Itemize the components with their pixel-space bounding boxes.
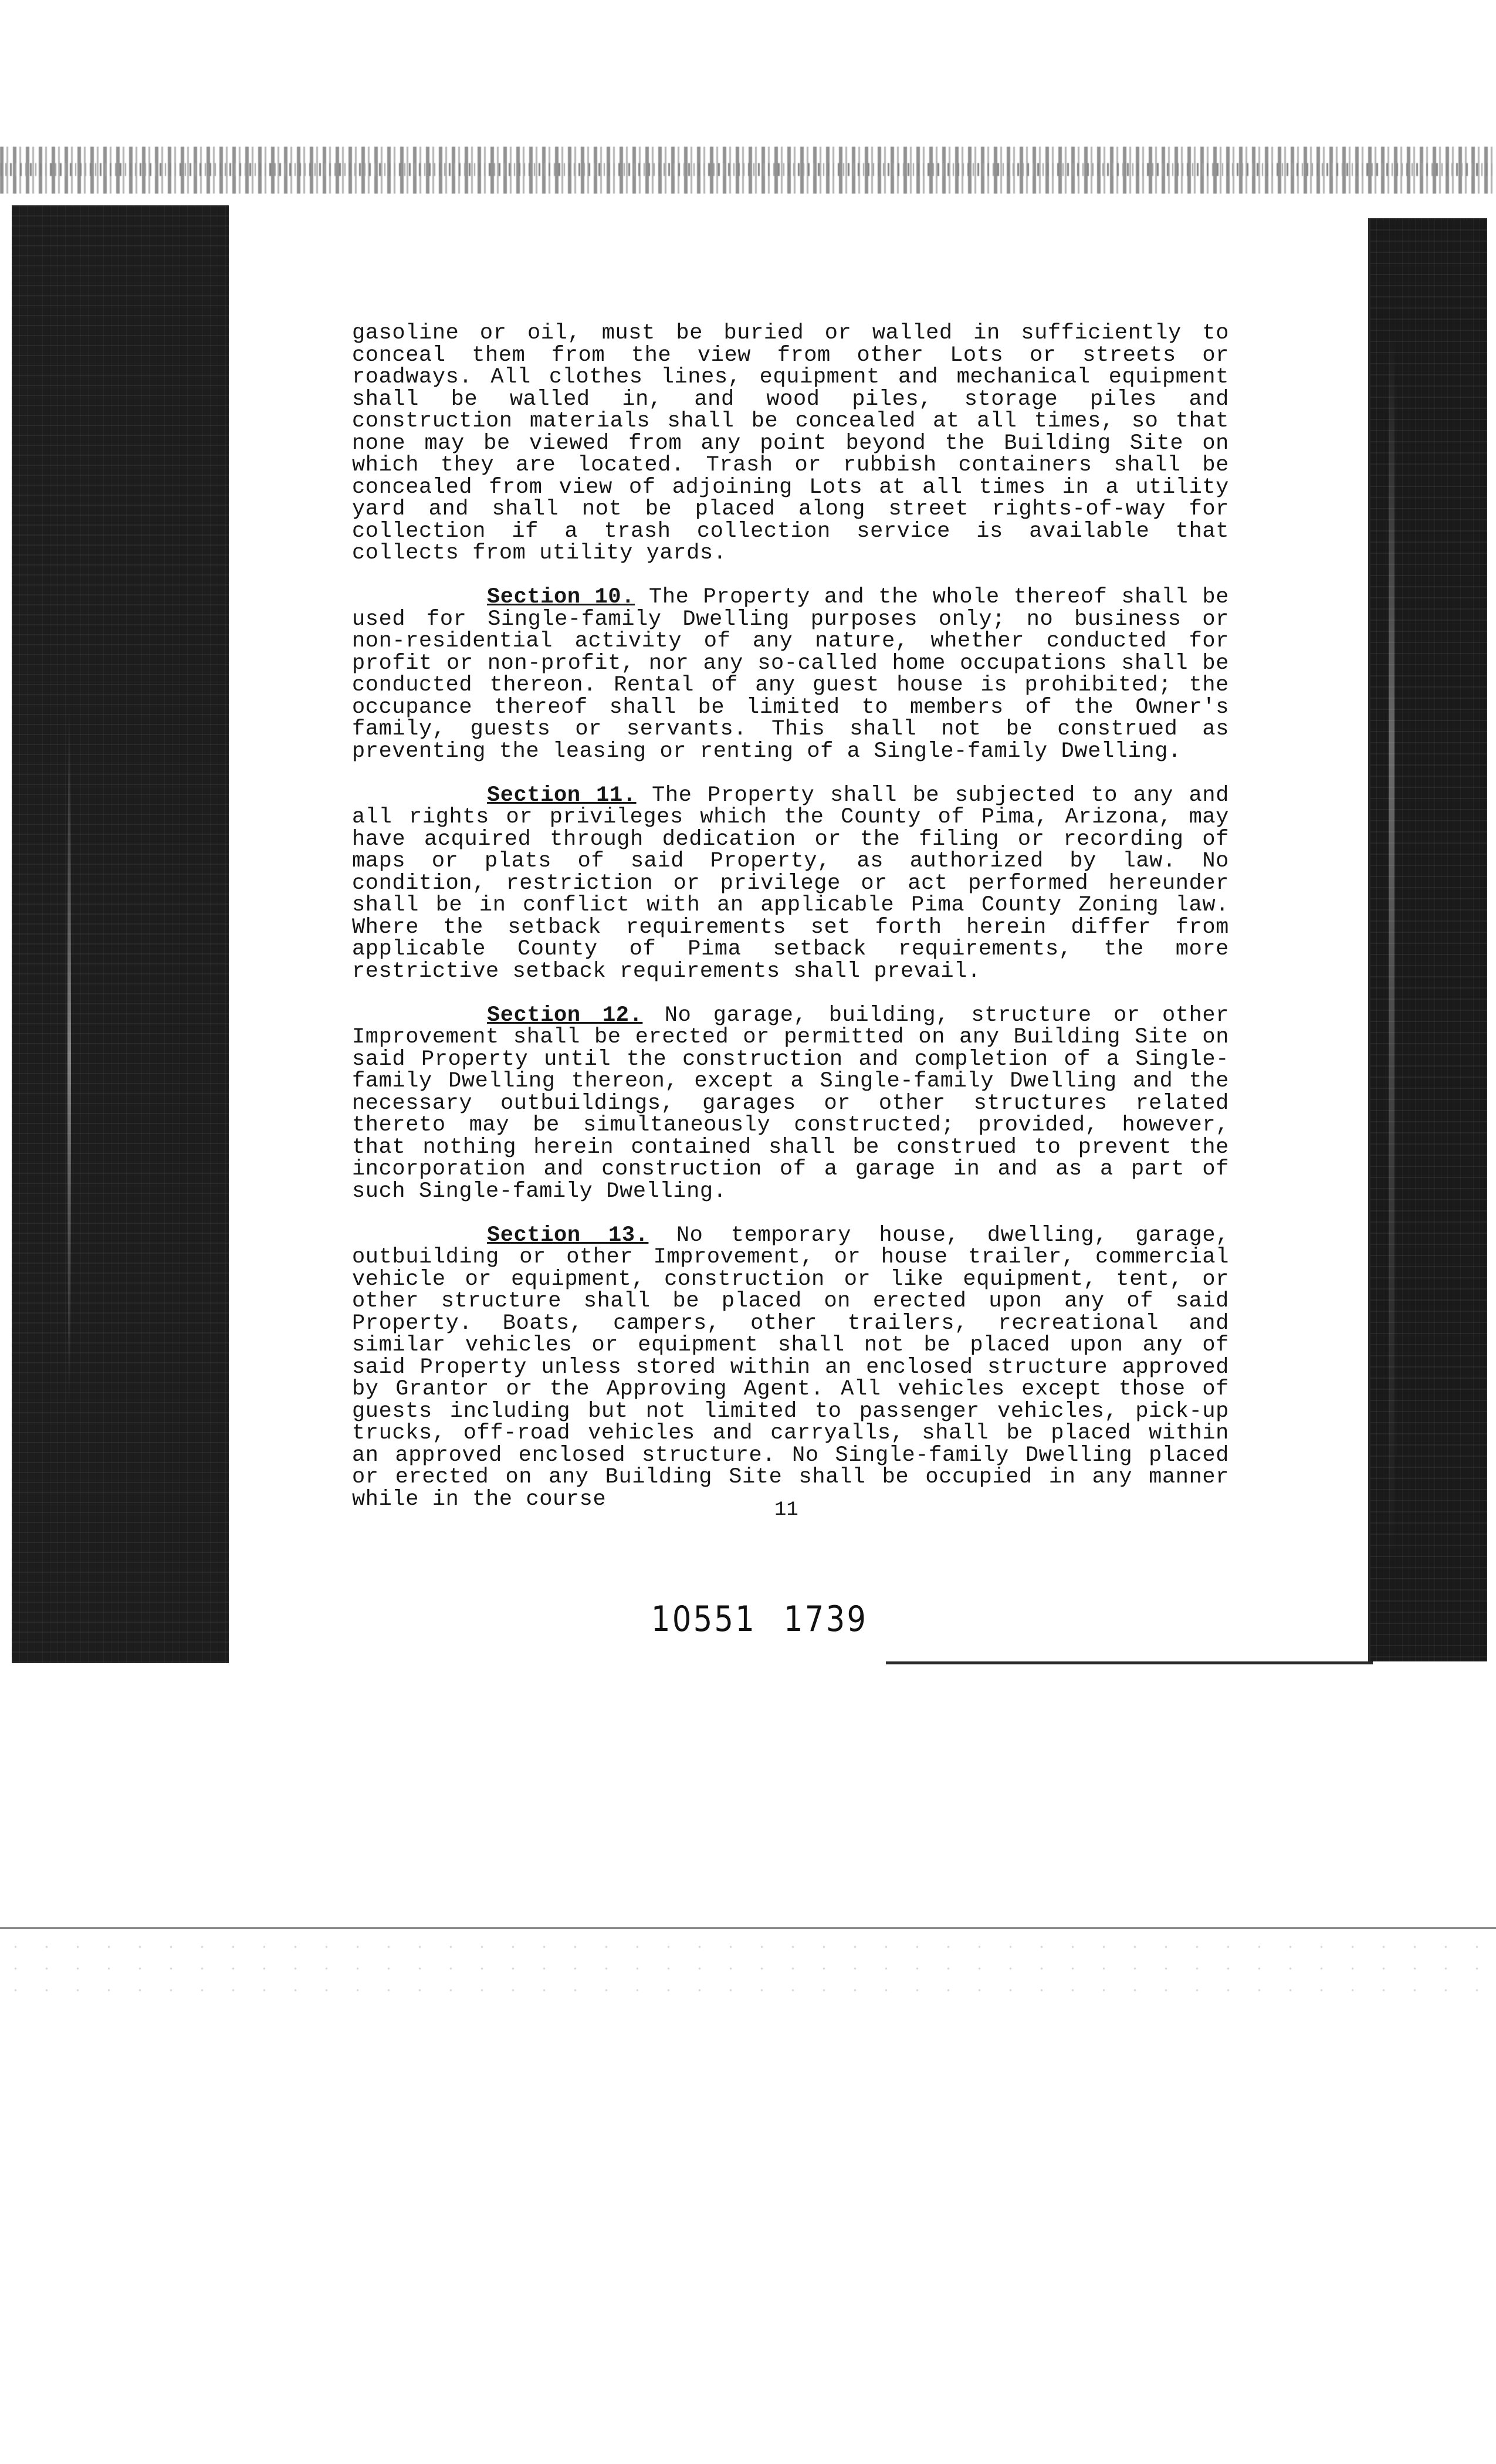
scan-noise bbox=[0, 1936, 1496, 2006]
recording-page-number: 1739 bbox=[783, 1599, 868, 1640]
paragraph-text: The Property shall be subjected to any and all rights or privileges which the County of Pima, Arizona, may have acquired through dedication or the filing or recording of maps or plats of said Property, as authorized by law. No condition, restriction or privilege or act performed hereunder shall be in conflict with an applicable Pima County Zoning law. Where the setback requirements set forth herein differ from applicable County of Pima setback requirements, the more restrictive setback requirements shall prevail. bbox=[352, 783, 1229, 984]
paragraph-text: The Property and the whole thereof shall be used for Single-family Dwelling purposes only; no business or non-residential activity of any nature, whether conducted for profit or non-profit, nor any so-called home occupations shall be conducted thereon. Rental of any guest house is prohibited; the occupance thereof shall be limited to members of the Owner's family, guests or servants. This shall not be construed as preventing the leasing or renting of a Single-family Dwelling. bbox=[352, 585, 1230, 764]
section-heading: Section 10. bbox=[487, 585, 635, 610]
recording-stamp bbox=[651, 1599, 895, 1640]
page-right-edge bbox=[1368, 218, 1370, 1663]
paragraph-section-12 bbox=[352, 1005, 1229, 1203]
paragraph-section-11 bbox=[352, 785, 1229, 983]
paragraph-section-10 bbox=[352, 587, 1229, 763]
section-heading: Section 13. bbox=[487, 1223, 649, 1248]
scan-streak bbox=[67, 704, 71, 1408]
page-number: 11 bbox=[774, 1499, 798, 1521]
section-heading: Section 11. bbox=[487, 783, 637, 808]
scan-left-dark-margin bbox=[12, 205, 229, 1663]
paragraph-text: gasoline or oil, must be buried or walled in sufficiently to conceal them from the view from other Lots or streets or roadways. All clothes lines, equipment and mechanical equipment shall be walled in, and wood piles, storage piles and construction materials shall be concealed at all times, so that none may be viewed from any point beyond the Building Site on which they are located. Trash or rubbish containers shall be concealed from view of adjoining Lots at all times in a utility yard and shall not be placed along street rights-of-way for collection if a trash collection service is available that collects from utility yards. bbox=[352, 321, 1229, 566]
page-bottom-edge bbox=[886, 1661, 1373, 1664]
scan-top-edge bbox=[0, 147, 1496, 194]
paragraph-text: No temporary house, dwelling, garage, outbuilding or other Improvement, or house trailer, commercial vehicle or equipment, construction or like equipment, tent, or other structure shall be placed on erected upon any of said Property. Boats, campers, other trailers, recreational and similar vehicles or equipment shall not be placed upon any of said Property unless stored within an enclosed structure approved by Grantor or the Approving Agent. All vehicles except those of guests including but not limited to passenger vehicles, pick-up trucks, off-road vehicles and carryalls, shall be placed within an approved enclosed structure. No Single-family Dwelling placed or erected on any Building Site shall be occupied in any manner while in the course bbox=[352, 1223, 1229, 1512]
scan-right-dark-margin bbox=[1370, 218, 1487, 1661]
paragraph-section-13 bbox=[352, 1225, 1229, 1511]
scan-streak bbox=[1389, 336, 1395, 1568]
paragraph-text: No garage, building, structure or other Improvement shall be erected or permitted on any Building Site on said Property until the construction and completion of a Single-family Dwelling thereon, except a Single-family Dwelling and the necessary outbuildings, garages or other structures related thereto may be simultaneously constructed; provided, however, that nothing herein contained shall be construed to prevent the incorporation and construction of a garage in and as a part of such Single-family Dwelling. bbox=[352, 1003, 1229, 1204]
scan-bottom-edge bbox=[0, 1927, 1496, 1929]
recording-book-number: 10551 bbox=[651, 1599, 757, 1640]
document-body bbox=[352, 323, 1229, 1533]
section-heading: Section 12. bbox=[487, 1003, 643, 1028]
paragraph-continuation bbox=[352, 323, 1229, 565]
